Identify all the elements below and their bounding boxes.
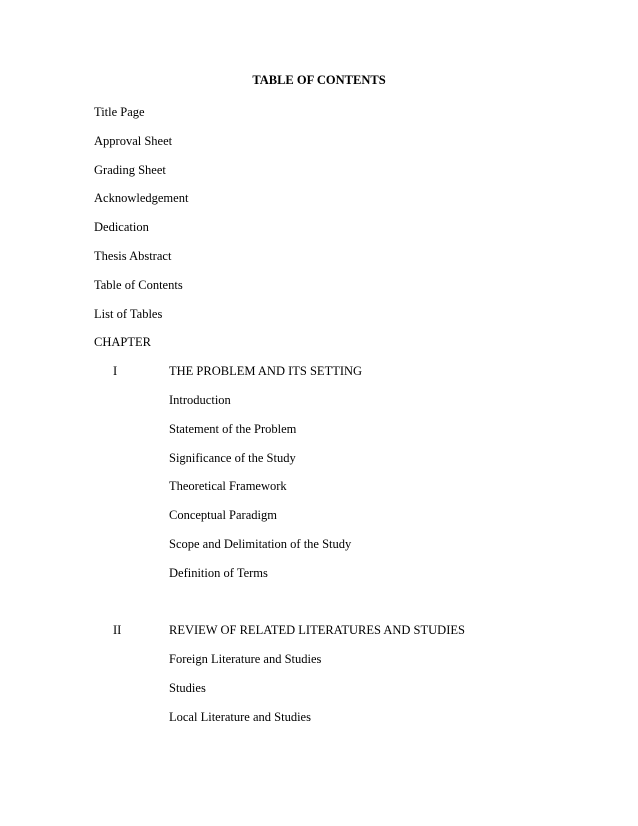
toc-section-entry: Scope and Delimitation of the Study <box>169 537 352 551</box>
chapter-heading-label: CHAPTER <box>94 335 151 349</box>
toc-entry-dedication: Dedication <box>94 220 149 234</box>
toc-section-entry: Conceptual Paradigm <box>169 508 277 522</box>
toc-section-entry: Statement of the Problem <box>169 422 297 436</box>
toc-entry-grading-sheet: Grading Sheet <box>94 163 166 177</box>
toc-section-entry: Local Literature and Studies <box>169 710 311 724</box>
chapter-numeral: I <box>113 364 118 378</box>
toc-section-entry: Studies <box>169 681 206 695</box>
chapter-title: THE PROBLEM AND ITS SETTING <box>169 364 363 378</box>
toc-entry-acknowledgement: Acknowledgement <box>94 191 189 205</box>
toc-entry-thesis-abstract: Thesis Abstract <box>94 249 172 263</box>
toc-section-entry: Significance of the Study <box>169 451 296 465</box>
chapter-title: REVIEW OF RELATED LITERATURES AND STUDIES <box>169 623 465 637</box>
chapter-numeral: II <box>113 623 122 637</box>
toc-section-entry: Introduction <box>169 393 231 407</box>
toc-section-entry: Foreign Literature and Studies <box>169 652 322 666</box>
toc-entry-approval-sheet: Approval Sheet <box>94 134 173 148</box>
page-title: TABLE OF CONTENTS <box>252 73 386 87</box>
toc-entry-list-of-tables: List of Tables <box>94 307 163 321</box>
toc-section-entry: Theoretical Framework <box>169 479 287 493</box>
toc-entry-table-of-contents: Table of Contents <box>94 278 183 292</box>
toc-entry-title-page: Title Page <box>94 105 145 119</box>
toc-section-entry: Definition of Terms <box>169 566 268 580</box>
